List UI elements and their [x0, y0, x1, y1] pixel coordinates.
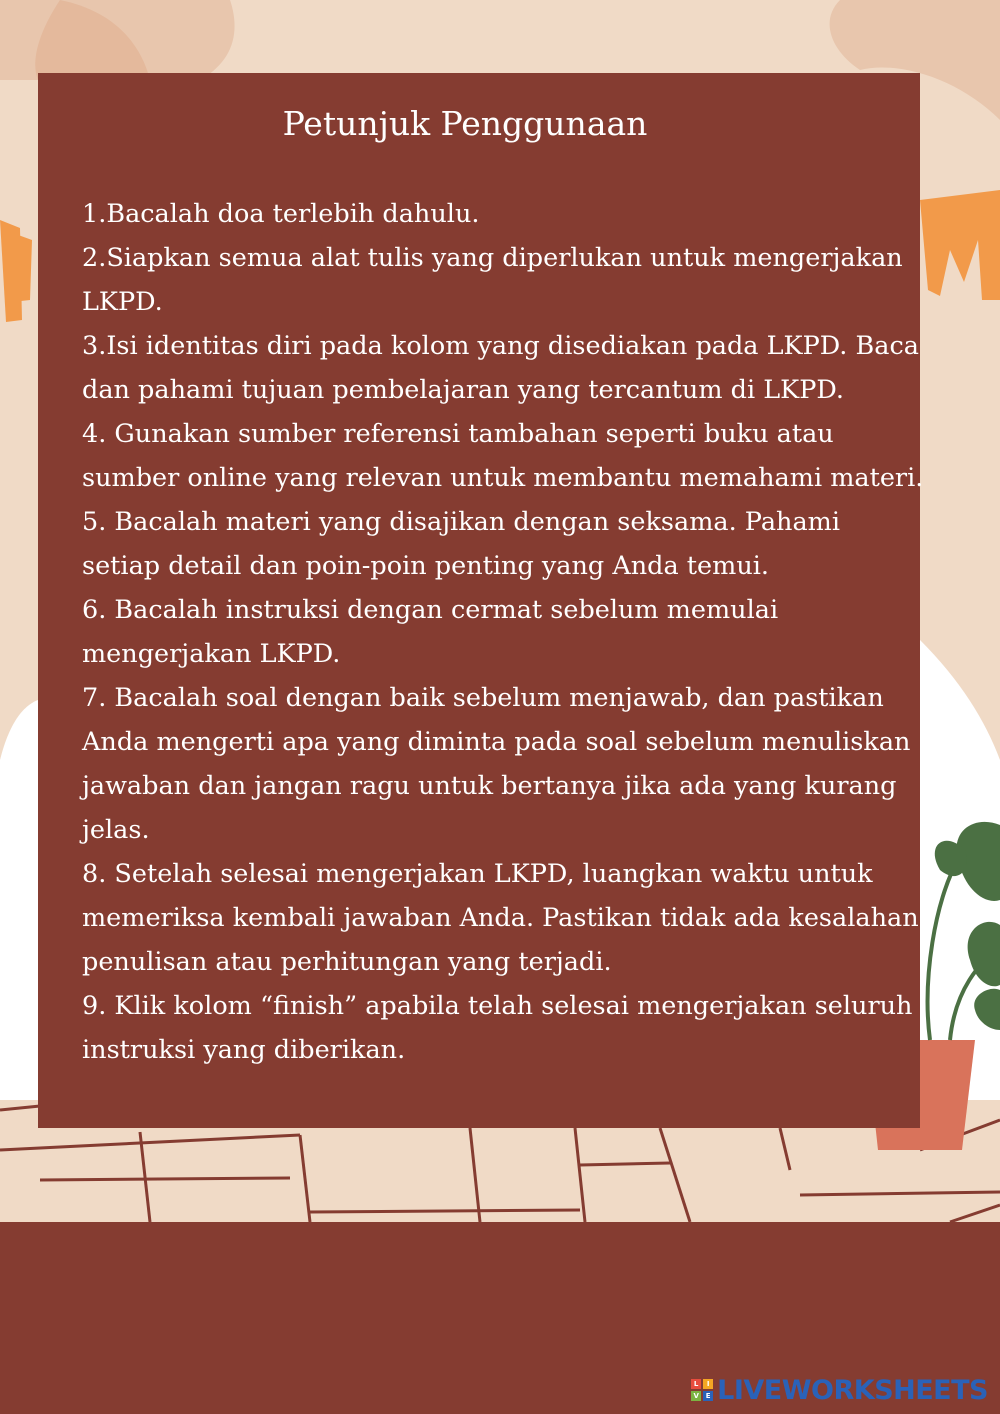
- logo-tile-v: V: [691, 1391, 701, 1401]
- instruction-item-5: 5. Bacalah materi yang disajikan dengan seksama. Pahami setiap detail dan poin-poin penting yang Anda temui.: [82, 507, 840, 581]
- instruction-item-2: 2.Siapkan semua alat tulis yang diperlukan untuk mengerjakan LKPD.: [82, 243, 903, 317]
- logo-tile-e: E: [703, 1391, 713, 1401]
- logo-tile-l: L: [691, 1379, 701, 1389]
- instruction-list: [82, 192, 924, 1072]
- instruction-item-9: 9. Klik kolom “finish” apabila telah selesai mengerjakan seluruh instruksi yang diberikan.: [82, 991, 913, 1065]
- orange-leaf-left: [0, 220, 32, 322]
- logo-wordmark: LIVEWORKSHEETS: [717, 1374, 988, 1406]
- instruction-item-8: 8. Setelah selesai mengerjakan LKPD, luangkan waktu untuk memeriksa kembali jawaban Anda. Pastikan tidak ada kesalahan penulisan atau perhitungan yang terjadi.: [82, 859, 919, 977]
- orange-leaf-right: [920, 190, 1000, 300]
- instruction-item-1: 1.Bacalah doa terlebih dahulu.: [82, 199, 480, 229]
- liveworksheets-logo[interactable]: [691, 1373, 988, 1407]
- logo-tiles-icon: [691, 1379, 713, 1401]
- instruction-item-3: 3.Isi identitas diri pada kolom yang disediakan pada LKPD. Baca dan pahami tujuan pembelajaran yang tercantum di LKPD.: [82, 331, 919, 405]
- white-arch-left: [0, 700, 38, 1100]
- page-title: Petunjuk Penggunaan: [282, 104, 648, 143]
- instruction-item-7: 7. Bacalah soal dengan baik sebelum menjawab, dan pastikan Anda mengerti apa yang diminta pada soal sebelum menuliskan jawaban dan jangan ragu untuk bertanya jika ada yang kurang jelas.: [82, 683, 911, 845]
- instruction-item-6: 6. Bacalah instruksi dengan cermat sebelum memulai mengerjakan LKPD.: [82, 595, 779, 669]
- instruction-item-4: 4. Gunakan sumber referensi tambahan seperti buku atau sumber online yang relevan untuk membantu memahami materi.: [82, 419, 924, 493]
- logo-tile-i: I: [703, 1379, 713, 1389]
